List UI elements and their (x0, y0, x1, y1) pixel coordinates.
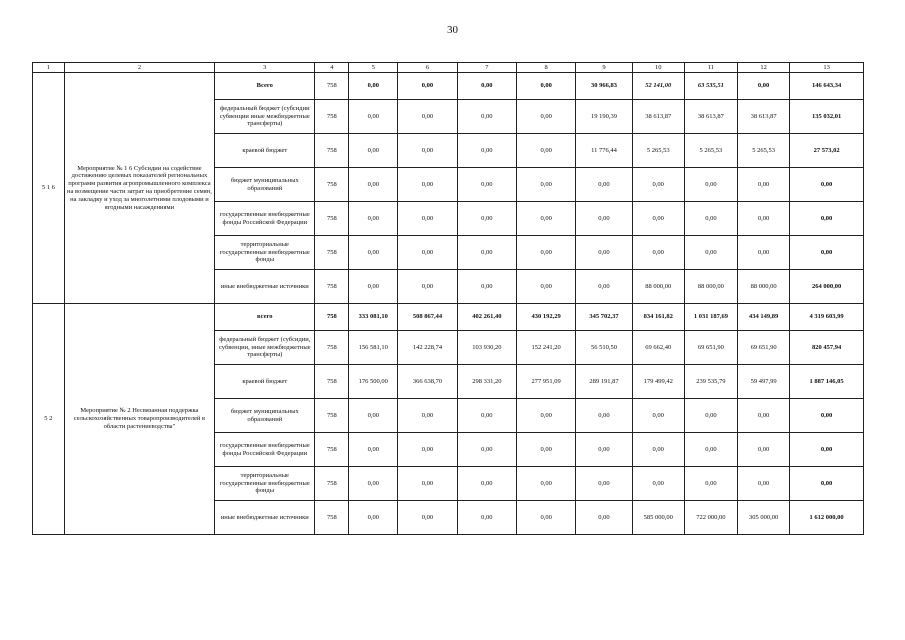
amount-cell: 0,00 (457, 100, 516, 134)
column-number: 6 (398, 63, 457, 73)
amount-cell: 333 081,10 (349, 304, 398, 331)
amount-cell: 0,00 (517, 270, 576, 304)
amount-cell: 56 510,50 (576, 331, 632, 365)
budget-code: 758 (315, 501, 349, 535)
amount-cell: 0,00 (738, 168, 790, 202)
funding-source: государственные внебюджетные фонды Российской Федерации (215, 202, 315, 236)
funding-source: территориальные государственные внебюджетные фонды (215, 236, 315, 270)
amount-cell: 103 930,20 (457, 331, 516, 365)
amount-cell: 0,00 (684, 399, 737, 433)
amount-cell: 0,00 (398, 433, 457, 467)
budget-code: 758 (315, 168, 349, 202)
amount-cell: 0,00 (576, 501, 632, 535)
column-number: 11 (684, 63, 737, 73)
budget-code: 758 (315, 433, 349, 467)
amount-cell: 0,00 (576, 168, 632, 202)
total-cell: 0,00 (790, 433, 864, 467)
amount-cell: 0,00 (684, 168, 737, 202)
amount-cell: 366 638,70 (398, 365, 457, 399)
amount-cell: 430 192,29 (517, 304, 576, 331)
amount-cell: 0,00 (349, 433, 398, 467)
column-number: 3 (215, 63, 315, 73)
event-description: Мероприятие № 2 Несвязанная поддержка сельскохозяйственных товаропроизводителей в области растениеводства" (64, 304, 214, 535)
amount-cell: 52 141,00 (632, 73, 684, 100)
row-index: 5 1 6 (33, 73, 65, 304)
amount-cell: 0,00 (398, 100, 457, 134)
amount-cell: 0,00 (684, 433, 737, 467)
amount-cell: 38 613,87 (632, 100, 684, 134)
total-cell: 1 612 000,00 (790, 501, 864, 535)
funding-source: федеральный бюджет (субсидии, субвенции, иные межбюджетные трансферты) (215, 331, 315, 365)
amount-cell: 0,00 (398, 202, 457, 236)
amount-cell: 0,00 (738, 202, 790, 236)
amount-cell: 0,00 (398, 168, 457, 202)
amount-cell: 0,00 (738, 433, 790, 467)
amount-cell: 834 161,82 (632, 304, 684, 331)
amount-cell: 722 000,00 (684, 501, 737, 535)
budget-code: 758 (315, 236, 349, 270)
funding-source: государственные внебюджетные фонды Российской Федерации (215, 433, 315, 467)
budget-code: 758 (315, 304, 349, 331)
funding-source: федеральный бюджет (субсидии субвенции иные межбюджетные трансферты) (215, 100, 315, 134)
amount-cell: 179 499,42 (632, 365, 684, 399)
total-cell: 0,00 (790, 399, 864, 433)
total-cell: 146 643,34 (790, 73, 864, 100)
amount-cell: 0,00 (349, 467, 398, 501)
total-cell: 0,00 (790, 168, 864, 202)
funding-source: иные внебюджетные источники (215, 270, 315, 304)
total-cell: 264 000,00 (790, 270, 864, 304)
amount-cell: 152 241,20 (517, 331, 576, 365)
amount-cell: 0,00 (398, 399, 457, 433)
amount-cell: 0,00 (684, 236, 737, 270)
amount-cell: 0,00 (576, 236, 632, 270)
amount-cell: 0,00 (517, 501, 576, 535)
total-cell: 4 319 603,99 (790, 304, 864, 331)
amount-cell: 0,00 (576, 467, 632, 501)
amount-cell: 0,00 (349, 270, 398, 304)
budget-code: 758 (315, 202, 349, 236)
amount-cell: 0,00 (632, 202, 684, 236)
amount-cell: 0,00 (457, 168, 516, 202)
amount-cell: 19 190,39 (576, 100, 632, 134)
amount-cell: 0,00 (349, 168, 398, 202)
funding-source: бюджет муниципальных образований (215, 168, 315, 202)
funding-source: территориальные государственные внебюджетные фонды (215, 467, 315, 501)
amount-cell: 0,00 (632, 399, 684, 433)
event-description: Мероприятие № 1 6 Субсидии на содействие достижению целевых показателей региональных программ развития агропромышленного комплекса на возмещение части затрат на приобретение семян, на закладку и уход за многолетними плодовыми и ягодными насаждениями (64, 73, 214, 304)
amount-cell: 0,00 (517, 202, 576, 236)
amount-cell: 0,00 (457, 270, 516, 304)
amount-cell: 69 651,90 (738, 331, 790, 365)
amount-cell: 0,00 (398, 467, 457, 501)
amount-cell: 289 191,87 (576, 365, 632, 399)
amount-cell: 0,00 (349, 501, 398, 535)
amount-cell: 0,00 (349, 134, 398, 168)
total-cell: 1 887 146,05 (790, 365, 864, 399)
amount-cell: 0,00 (632, 236, 684, 270)
amount-cell: 0,00 (632, 168, 684, 202)
column-number: 12 (738, 63, 790, 73)
column-number: 1 (33, 63, 65, 73)
amount-cell: 0,00 (457, 236, 516, 270)
column-number: 7 (457, 63, 516, 73)
amount-cell: 0,00 (632, 433, 684, 467)
amount-cell: 0,00 (517, 73, 576, 100)
budget-code: 758 (315, 365, 349, 399)
column-number-row (33, 63, 864, 73)
amount-cell: 0,00 (738, 236, 790, 270)
funding-source: бюджет муниципальных образований (215, 399, 315, 433)
amount-cell: 0,00 (349, 73, 398, 100)
amount-cell: 0,00 (576, 433, 632, 467)
amount-cell: 176 500,00 (349, 365, 398, 399)
page-number: 30 (447, 24, 458, 36)
amount-cell: 142 228,74 (398, 331, 457, 365)
amount-cell: 298 331,20 (457, 365, 516, 399)
amount-cell: 69 662,40 (632, 331, 684, 365)
amount-cell: 0,00 (349, 100, 398, 134)
amount-cell: 0,00 (517, 168, 576, 202)
amount-cell: 0,00 (576, 399, 632, 433)
column-number: 10 (632, 63, 684, 73)
amount-cell: 0,00 (576, 270, 632, 304)
budget-table (32, 62, 864, 535)
amount-cell: 0,00 (738, 467, 790, 501)
row-index: 5 2 (33, 304, 65, 535)
amount-cell: 30 966,83 (576, 73, 632, 100)
table-row (33, 304, 864, 331)
amount-cell: 0,00 (457, 134, 516, 168)
amount-cell: 0,00 (457, 399, 516, 433)
budget-code: 758 (315, 270, 349, 304)
amount-cell: 0,00 (517, 134, 576, 168)
amount-cell: 1 031 187,69 (684, 304, 737, 331)
amount-cell: 0,00 (684, 467, 737, 501)
amount-cell: 59 497,99 (738, 365, 790, 399)
amount-cell: 0,00 (349, 202, 398, 236)
budget-code: 758 (315, 399, 349, 433)
amount-cell: 0,00 (738, 73, 790, 100)
amount-cell: 0,00 (398, 236, 457, 270)
amount-cell: 0,00 (349, 236, 398, 270)
amount-cell: 0,00 (398, 501, 457, 535)
amount-cell: 0,00 (684, 202, 737, 236)
amount-cell: 345 702,37 (576, 304, 632, 331)
amount-cell: 0,00 (576, 202, 632, 236)
amount-cell: 88 000,00 (738, 270, 790, 304)
funding-source: Всего (215, 73, 315, 100)
amount-cell: 0,00 (398, 73, 457, 100)
amount-cell: 0,00 (457, 501, 516, 535)
amount-cell: 88 000,00 (632, 270, 684, 304)
amount-cell: 0,00 (517, 433, 576, 467)
funding-source: всего (215, 304, 315, 331)
amount-cell: 0,00 (457, 202, 516, 236)
amount-cell: 0,00 (398, 134, 457, 168)
budget-code: 758 (315, 467, 349, 501)
amount-cell: 11 776,44 (576, 134, 632, 168)
column-number: 5 (349, 63, 398, 73)
budget-code: 758 (315, 331, 349, 365)
amount-cell: 0,00 (517, 236, 576, 270)
amount-cell: 239 535,79 (684, 365, 737, 399)
table-row (33, 73, 864, 100)
amount-cell: 434 149,89 (738, 304, 790, 331)
amount-cell: 305 000,00 (738, 501, 790, 535)
budget-code: 758 (315, 100, 349, 134)
amount-cell: 0,00 (457, 433, 516, 467)
budget-code: 758 (315, 73, 349, 100)
total-cell: 0,00 (790, 467, 864, 501)
funding-source: краевой бюджет (215, 134, 315, 168)
amount-cell: 0,00 (517, 399, 576, 433)
amount-cell: 277 951,09 (517, 365, 576, 399)
column-number: 2 (64, 63, 214, 73)
total-cell: 0,00 (790, 202, 864, 236)
column-number: 9 (576, 63, 632, 73)
amount-cell: 0,00 (349, 399, 398, 433)
amount-cell: 0,00 (517, 467, 576, 501)
funding-source: иные внебюджетные источники (215, 501, 315, 535)
amount-cell: 156 581,10 (349, 331, 398, 365)
column-number: 13 (790, 63, 864, 73)
table-body (33, 63, 864, 535)
amount-cell: 0,00 (457, 73, 516, 100)
total-cell: 820 457,94 (790, 331, 864, 365)
funding-source: краевой бюджет (215, 365, 315, 399)
amount-cell: 69 651,90 (684, 331, 737, 365)
amount-cell: 38 613,87 (684, 100, 737, 134)
budget-code: 758 (315, 134, 349, 168)
amount-cell: 38 613,87 (738, 100, 790, 134)
amount-cell: 5 265,53 (738, 134, 790, 168)
amount-cell: 5 265,53 (684, 134, 737, 168)
amount-cell: 0,00 (517, 100, 576, 134)
amount-cell: 88 000,00 (684, 270, 737, 304)
amount-cell: 0,00 (738, 399, 790, 433)
column-number: 4 (315, 63, 349, 73)
amount-cell: 63 535,51 (684, 73, 737, 100)
column-number: 8 (517, 63, 576, 73)
amount-cell: 0,00 (398, 270, 457, 304)
amount-cell: 5 265,53 (632, 134, 684, 168)
total-cell: 0,00 (790, 236, 864, 270)
amount-cell: 508 867,44 (398, 304, 457, 331)
total-cell: 135 032,01 (790, 100, 864, 134)
amount-cell: 0,00 (457, 467, 516, 501)
amount-cell: 0,00 (632, 467, 684, 501)
amount-cell: 585 000,00 (632, 501, 684, 535)
total-cell: 27 573,02 (790, 134, 864, 168)
amount-cell: 402 261,40 (457, 304, 516, 331)
